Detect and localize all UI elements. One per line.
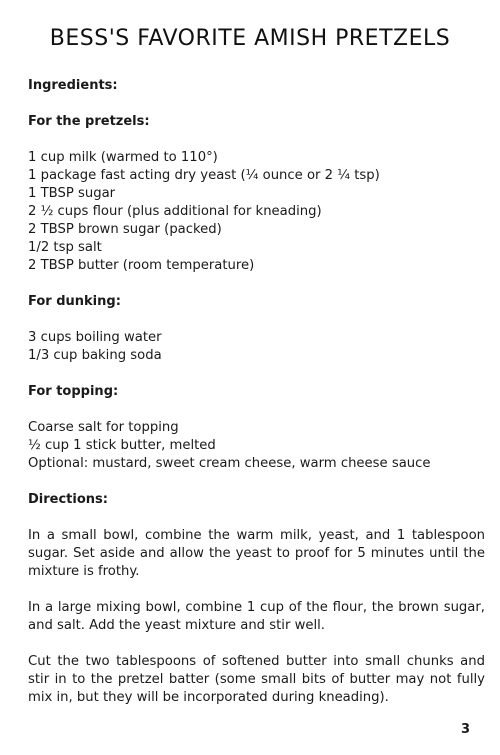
ingredient-item: 2 TBSP brown sugar (packed) (28, 222, 222, 237)
ingredient-item: 2 TBSP butter (room temperature) (28, 258, 255, 273)
ingredient-item: 1/2 tsp salt (28, 240, 102, 255)
page-number: 3 (460, 722, 470, 737)
ingredient-item: 1 package fast acting dry yeast (¼ ounce or 2 ¼ tsp) (28, 168, 380, 183)
topping-heading: For topping: (28, 384, 119, 399)
pretzels-heading: For the pretzels: (28, 114, 150, 129)
ingredient-item: 1 TBSP sugar (28, 186, 116, 201)
ingredient-item: 1 cup milk (warmed to 110°) (28, 150, 218, 165)
ingredient-item: ½ cup 1 stick butter, melted (28, 438, 216, 453)
directions-list (28, 527, 485, 707)
ingredient-item: 1/3 cup baking soda (28, 348, 162, 363)
ingredient-item: 2 ½ cups flour (plus additional for kneading) (28, 204, 322, 219)
ingredient-item: Coarse salt for topping (28, 420, 179, 435)
ingredients-heading: Ingredients: (28, 78, 118, 93)
dunking-heading: For dunking: (28, 294, 121, 309)
directions-heading: Directions: (28, 492, 108, 507)
dunking-list (28, 329, 485, 365)
ingredient-item: 3 cups boiling water (28, 330, 162, 345)
topping-list (28, 419, 485, 473)
ingredient-item: Optional: mustard, sweet cream cheese, warm cheese sauce (28, 456, 431, 471)
direction-step: In a small bowl, combine the warm milk, yeast, and 1 tablespoon sugar. Set aside and allow the yeast to proof for 5 minutes until the mixture is frothy. (28, 528, 485, 579)
pretzels-list (28, 149, 485, 275)
recipe-content (28, 77, 485, 707)
direction-step: Cut the two tablespoons of softened butter into small chunks and stir in to the pretzel batter (some small bits of butter may not fully mix in, but they will be incorporated during kneading). (28, 654, 485, 705)
page-title: BESS'S FAVORITE AMISH PRETZELS (49, 26, 451, 51)
direction-step: In a large mixing bowl, combine 1 cup of the flour, the brown sugar, and salt. Add the yeast mixture and stir well. (28, 600, 485, 633)
